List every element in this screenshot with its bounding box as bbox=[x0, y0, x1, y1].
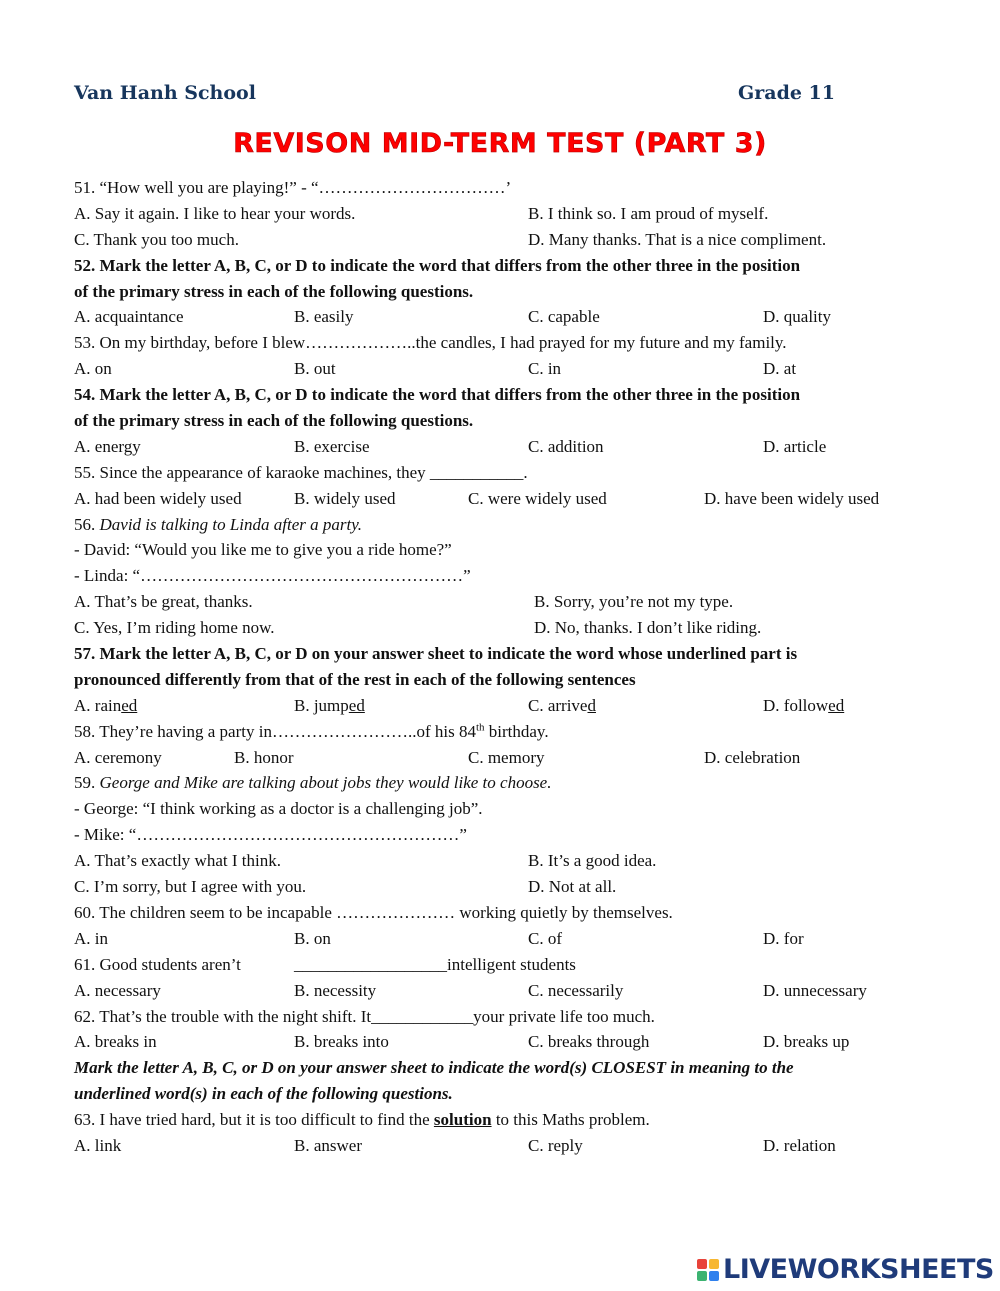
option-d[interactable]: D. followed bbox=[763, 695, 845, 715]
answer-blank[interactable]: __________________ bbox=[294, 954, 447, 974]
option-c[interactable]: C. capable bbox=[528, 307, 600, 327]
question-59-stem bbox=[74, 770, 934, 796]
option-b[interactable]: B. answer bbox=[294, 1135, 362, 1155]
question-51-options-row1 bbox=[74, 201, 934, 227]
question-58-options bbox=[74, 745, 934, 771]
option-c[interactable]: C. memory bbox=[468, 747, 545, 767]
question-60-options bbox=[74, 926, 934, 952]
page-header bbox=[74, 82, 835, 110]
option-c[interactable]: C. were widely used bbox=[468, 488, 607, 508]
option-d[interactable]: D. quality bbox=[763, 307, 831, 327]
option-b[interactable]: B. jumped bbox=[294, 695, 365, 715]
question-55-options bbox=[74, 486, 934, 512]
question-61-stem: 61. Good students aren’t __________________intelligent students bbox=[74, 954, 576, 974]
option-d[interactable]: D. have been widely used bbox=[704, 488, 880, 508]
school-name: Van Hanh School bbox=[74, 82, 256, 104]
question-51-stem: 51. “How well you are playing!” - “……………………………’ bbox=[74, 178, 512, 197]
option-d[interactable]: D. unnecessary bbox=[763, 980, 867, 1000]
page-title: REVISON MID-TERM TEST (PART 3) bbox=[233, 128, 767, 159]
question-52-options bbox=[74, 304, 934, 330]
question-57-stem-1: 57. Mark the letter A, B, C, or D on your answer sheet to indicate the word whose underlined part is bbox=[74, 644, 798, 664]
underlined-part: d bbox=[587, 695, 596, 715]
question-59-options-row1 bbox=[74, 848, 934, 874]
option-a[interactable]: A. energy bbox=[74, 436, 141, 456]
grade-label: Grade 11 bbox=[738, 82, 835, 104]
question-51-options-row2 bbox=[74, 227, 934, 253]
dialogue-line-george: - George: “I think working as a doctor is a challenging job”. bbox=[74, 799, 483, 819]
option-d[interactable]: D. relation bbox=[763, 1135, 836, 1155]
option-a[interactable]: A. ceremony bbox=[74, 747, 162, 767]
question-context: David is talking to Linda after a party. bbox=[99, 514, 363, 534]
question-61-options bbox=[74, 978, 934, 1004]
option-a[interactable]: A. That’s exactly what I think. bbox=[74, 851, 281, 871]
question-59-options-row2 bbox=[74, 874, 934, 900]
option-c[interactable]: C. reply bbox=[528, 1135, 583, 1155]
question-57-stem-2: pronounced differently from that of the rest in each of the following sentences bbox=[74, 669, 636, 689]
question-number: 59. bbox=[74, 773, 100, 793]
underlined-part: ed bbox=[348, 695, 365, 715]
question-53-options bbox=[74, 356, 934, 382]
option-b[interactable]: B. breaks into bbox=[294, 1032, 389, 1052]
section-instruction-2: underlined word(s) in each of the following questions. bbox=[74, 1084, 453, 1104]
option-d[interactable]: D. breaks up bbox=[763, 1032, 850, 1052]
option-a[interactable]: A. necessary bbox=[74, 980, 161, 1000]
option-c[interactable]: C. Thank you too much. bbox=[74, 229, 239, 249]
liveworksheets-logo-icon bbox=[697, 1259, 719, 1281]
worksheet-body bbox=[74, 175, 934, 1159]
option-b[interactable]: B. widely used bbox=[294, 488, 396, 508]
option-c[interactable]: C. arrived bbox=[528, 695, 596, 715]
option-a[interactable]: A. breaks in bbox=[74, 1032, 157, 1052]
question-63-stem: 63. I have tried hard, but it is too difficult to find the solution to this Maths problem. bbox=[74, 1110, 650, 1130]
section-instruction-1: Mark the letter A, B, C, or D on your answer sheet to indicate the word(s) CLOSEST in meaning to the bbox=[74, 1058, 794, 1078]
option-a[interactable]: A. Say it again. I like to hear your words. bbox=[74, 203, 356, 223]
option-c[interactable]: C. of bbox=[528, 928, 562, 948]
option-c[interactable]: C. addition bbox=[528, 436, 604, 456]
underlined-keyword: solution bbox=[433, 1110, 492, 1130]
option-d[interactable]: D. for bbox=[763, 928, 804, 948]
option-b[interactable]: B. exercise bbox=[294, 436, 370, 456]
dialogue-line-david: - David: “Would you like me to give you a ride home?” bbox=[74, 540, 452, 560]
question-57-options bbox=[74, 693, 934, 719]
option-d[interactable]: D. No, thanks. I don’t like riding. bbox=[534, 618, 762, 638]
option-b[interactable]: B. I think so. I am proud of myself. bbox=[528, 203, 769, 223]
question-62-options bbox=[74, 1029, 934, 1055]
option-d[interactable]: D. Many thanks. That is a nice compliment. bbox=[528, 229, 827, 249]
option-a[interactable]: A. That’s be great, thanks. bbox=[74, 592, 253, 612]
option-b[interactable]: B. necessity bbox=[294, 980, 377, 1000]
option-a[interactable]: A. acquaintance bbox=[74, 307, 184, 327]
option-c[interactable]: C. necessarily bbox=[528, 980, 624, 1000]
question-56-options-row2 bbox=[74, 615, 934, 641]
option-a[interactable]: A. rained bbox=[74, 695, 138, 715]
question-52-stem-2: of the primary stress in each of the following questions. bbox=[74, 281, 474, 301]
question-58-stem: 58. They’re having a party in……………………..of his 84th birthday. bbox=[74, 721, 549, 741]
option-d[interactable]: D. article bbox=[763, 436, 827, 456]
question-54-options bbox=[74, 434, 934, 460]
option-b[interactable]: B. on bbox=[294, 928, 331, 948]
option-d[interactable]: D. celebration bbox=[704, 747, 801, 767]
option-d[interactable]: D. Not at all. bbox=[528, 877, 617, 897]
question-56-options-row1 bbox=[74, 589, 934, 615]
option-d[interactable]: D. at bbox=[763, 359, 797, 379]
option-a[interactable]: A. had been widely used bbox=[74, 488, 242, 508]
question-number: 56. bbox=[74, 514, 100, 534]
option-b[interactable]: B. It’s a good idea. bbox=[528, 851, 657, 871]
underlined-part: ed bbox=[828, 695, 845, 715]
option-a[interactable]: A. in bbox=[74, 928, 108, 948]
liveworksheets-brand-text: LIVEWORKSHEETS bbox=[723, 1254, 994, 1285]
option-c[interactable]: C. I’m sorry, but I agree with you. bbox=[74, 877, 307, 897]
question-53-stem: 53. On my birthday, before I blew………………..the candles, I had prayed for my future and my family. bbox=[74, 333, 787, 353]
option-a[interactable]: A. link bbox=[74, 1135, 122, 1155]
option-b[interactable]: B. easily bbox=[294, 307, 354, 327]
question-context: George and Mike are talking about jobs they would like to choose. bbox=[99, 773, 552, 793]
option-c[interactable]: C. breaks through bbox=[528, 1032, 650, 1052]
dialogue-line-mike: - Mike: “…………………………………………………” bbox=[74, 825, 467, 845]
option-b[interactable]: B. honor bbox=[234, 747, 294, 767]
question-56-stem bbox=[74, 512, 934, 538]
question-60-stem: 60. The children seem to be incapable ………………… working quietly by themselves. bbox=[74, 902, 673, 922]
question-54-stem-2: of the primary stress in each of the following questions. bbox=[74, 411, 474, 431]
dialogue-line-linda: - Linda: “…………………………………………………” bbox=[74, 566, 471, 586]
underlined-part: ed bbox=[121, 695, 138, 715]
option-c[interactable]: C. in bbox=[528, 359, 562, 379]
option-a[interactable]: A. on bbox=[74, 359, 112, 379]
question-54-stem-1: 54. Mark the letter A, B, C, or D to indicate the word that differs from the other three in the position bbox=[74, 385, 801, 405]
question-52-stem-1: 52. Mark the letter A, B, C, or D to indicate the word that differs from the other three in the position bbox=[74, 255, 801, 275]
question-55-stem: 55. Since the appearance of karaoke machines, they ___________. bbox=[74, 462, 528, 482]
question-62-stem: 62. That’s the trouble with the night shift. It____________your private life too much. bbox=[74, 1006, 655, 1026]
option-b[interactable]: B. Sorry, you’re not my type. bbox=[534, 592, 734, 612]
question-63-options bbox=[74, 1133, 934, 1159]
option-b[interactable]: B. out bbox=[294, 359, 336, 379]
option-c[interactable]: C. Yes, I’m riding home now. bbox=[74, 618, 275, 638]
